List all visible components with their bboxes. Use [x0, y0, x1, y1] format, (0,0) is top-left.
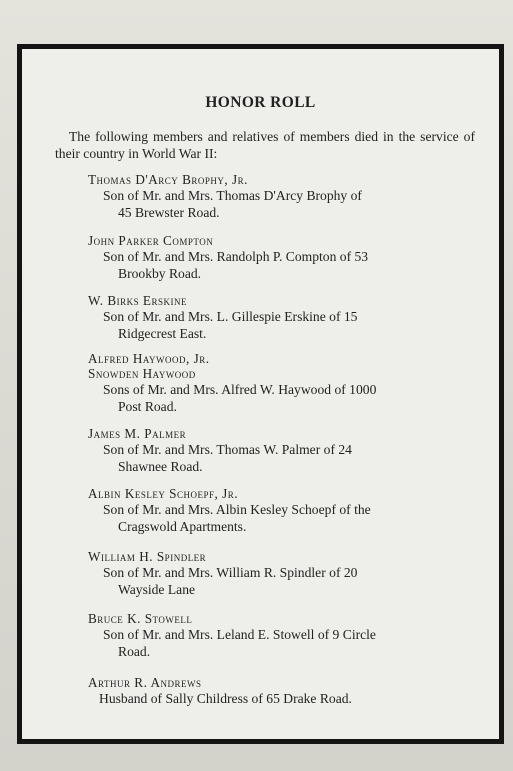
entry-name: John Parker Compton [88, 233, 214, 248]
entry-brophy [88, 172, 476, 221]
entry-name: W. Birks Erskine [88, 293, 187, 308]
entry-description-line-2: Road. [118, 644, 151, 659]
entry-haywood [88, 351, 476, 415]
entry-description [88, 501, 476, 535]
entry-description [88, 308, 476, 342]
entry-description [88, 187, 476, 221]
entry-spindler [88, 549, 476, 598]
entry-name: Alfred Haywood, Jr. [88, 351, 210, 366]
entry-description-line-1: Son of Mr. and Mrs. Thomas D'Arcy Brophy of [103, 188, 362, 203]
entry-description-line-1: Son of Mr. and Mrs. Thomas W. Palmer of 24 [103, 442, 352, 457]
entry-name-second: Snowden Haywood [88, 366, 196, 381]
entry-name: William H. Spindler [88, 549, 207, 564]
entry-description-line-2: Brookby Road. [118, 266, 202, 281]
entry-description-line-1: Son of Mr. and Mrs. L. Gillespie Erskine of 15 [103, 309, 358, 324]
entry-erskine [88, 293, 476, 342]
entry-stowell [88, 611, 476, 660]
intro-paragraph: The following members and relatives of members died in the service of their country in World War II: [55, 129, 475, 161]
entry-name: Arthur R. Andrews [88, 675, 202, 690]
entry-schoepf [88, 486, 476, 535]
entry-andrews [88, 675, 476, 707]
entry-description-line-2: Post Road. [118, 399, 177, 414]
entry-description [88, 248, 476, 282]
entry-description [88, 690, 476, 707]
entry-description-line-2: Wayside Lane [118, 582, 196, 597]
honor-roll-content [22, 49, 499, 739]
entry-description [88, 441, 476, 475]
entry-description [88, 626, 476, 660]
entry-name: James M. Palmer [88, 426, 187, 441]
entry-description-line-1: Husband of Sally Childress of 65 Drake Road. [99, 691, 352, 706]
entry-compton [88, 233, 476, 282]
entry-description [88, 564, 476, 598]
entry-name: Albin Kesley Schoepf, Jr. [88, 486, 239, 501]
honor-roll-frame [17, 44, 504, 744]
entry-description-line-2: Cragswold Apartments. [118, 519, 247, 534]
entry-description [88, 381, 476, 415]
entry-description-line-2: Shawnee Road. [118, 459, 203, 474]
page-title: HONOR ROLL [205, 94, 316, 111]
entry-description-line-1: Son of Mr. and Mrs. Leland E. Stowell of 9 Circle [103, 627, 376, 642]
entry-description-line-1: Son of Mr. and Mrs. Randolph P. Compton of 53 [103, 249, 369, 264]
entry-description-line-1: Son of Mr. and Mrs. William R. Spindler of 20 [103, 565, 358, 580]
entry-description-line-1: Son of Mr. and Mrs. Albin Kesley Schoepf of the [103, 502, 371, 517]
entry-description-line-2: Ridgecrest East. [118, 326, 207, 341]
entry-palmer [88, 426, 476, 475]
entry-description-line-2: 45 Brewster Road. [118, 205, 220, 220]
entry-name: Thomas D'Arcy Brophy, Jr. [88, 172, 248, 187]
entry-name: Bruce K. Stowell [88, 611, 193, 626]
entry-description-line-1: Sons of Mr. and Mrs. Alfred W. Haywood of 1000 [103, 382, 377, 397]
